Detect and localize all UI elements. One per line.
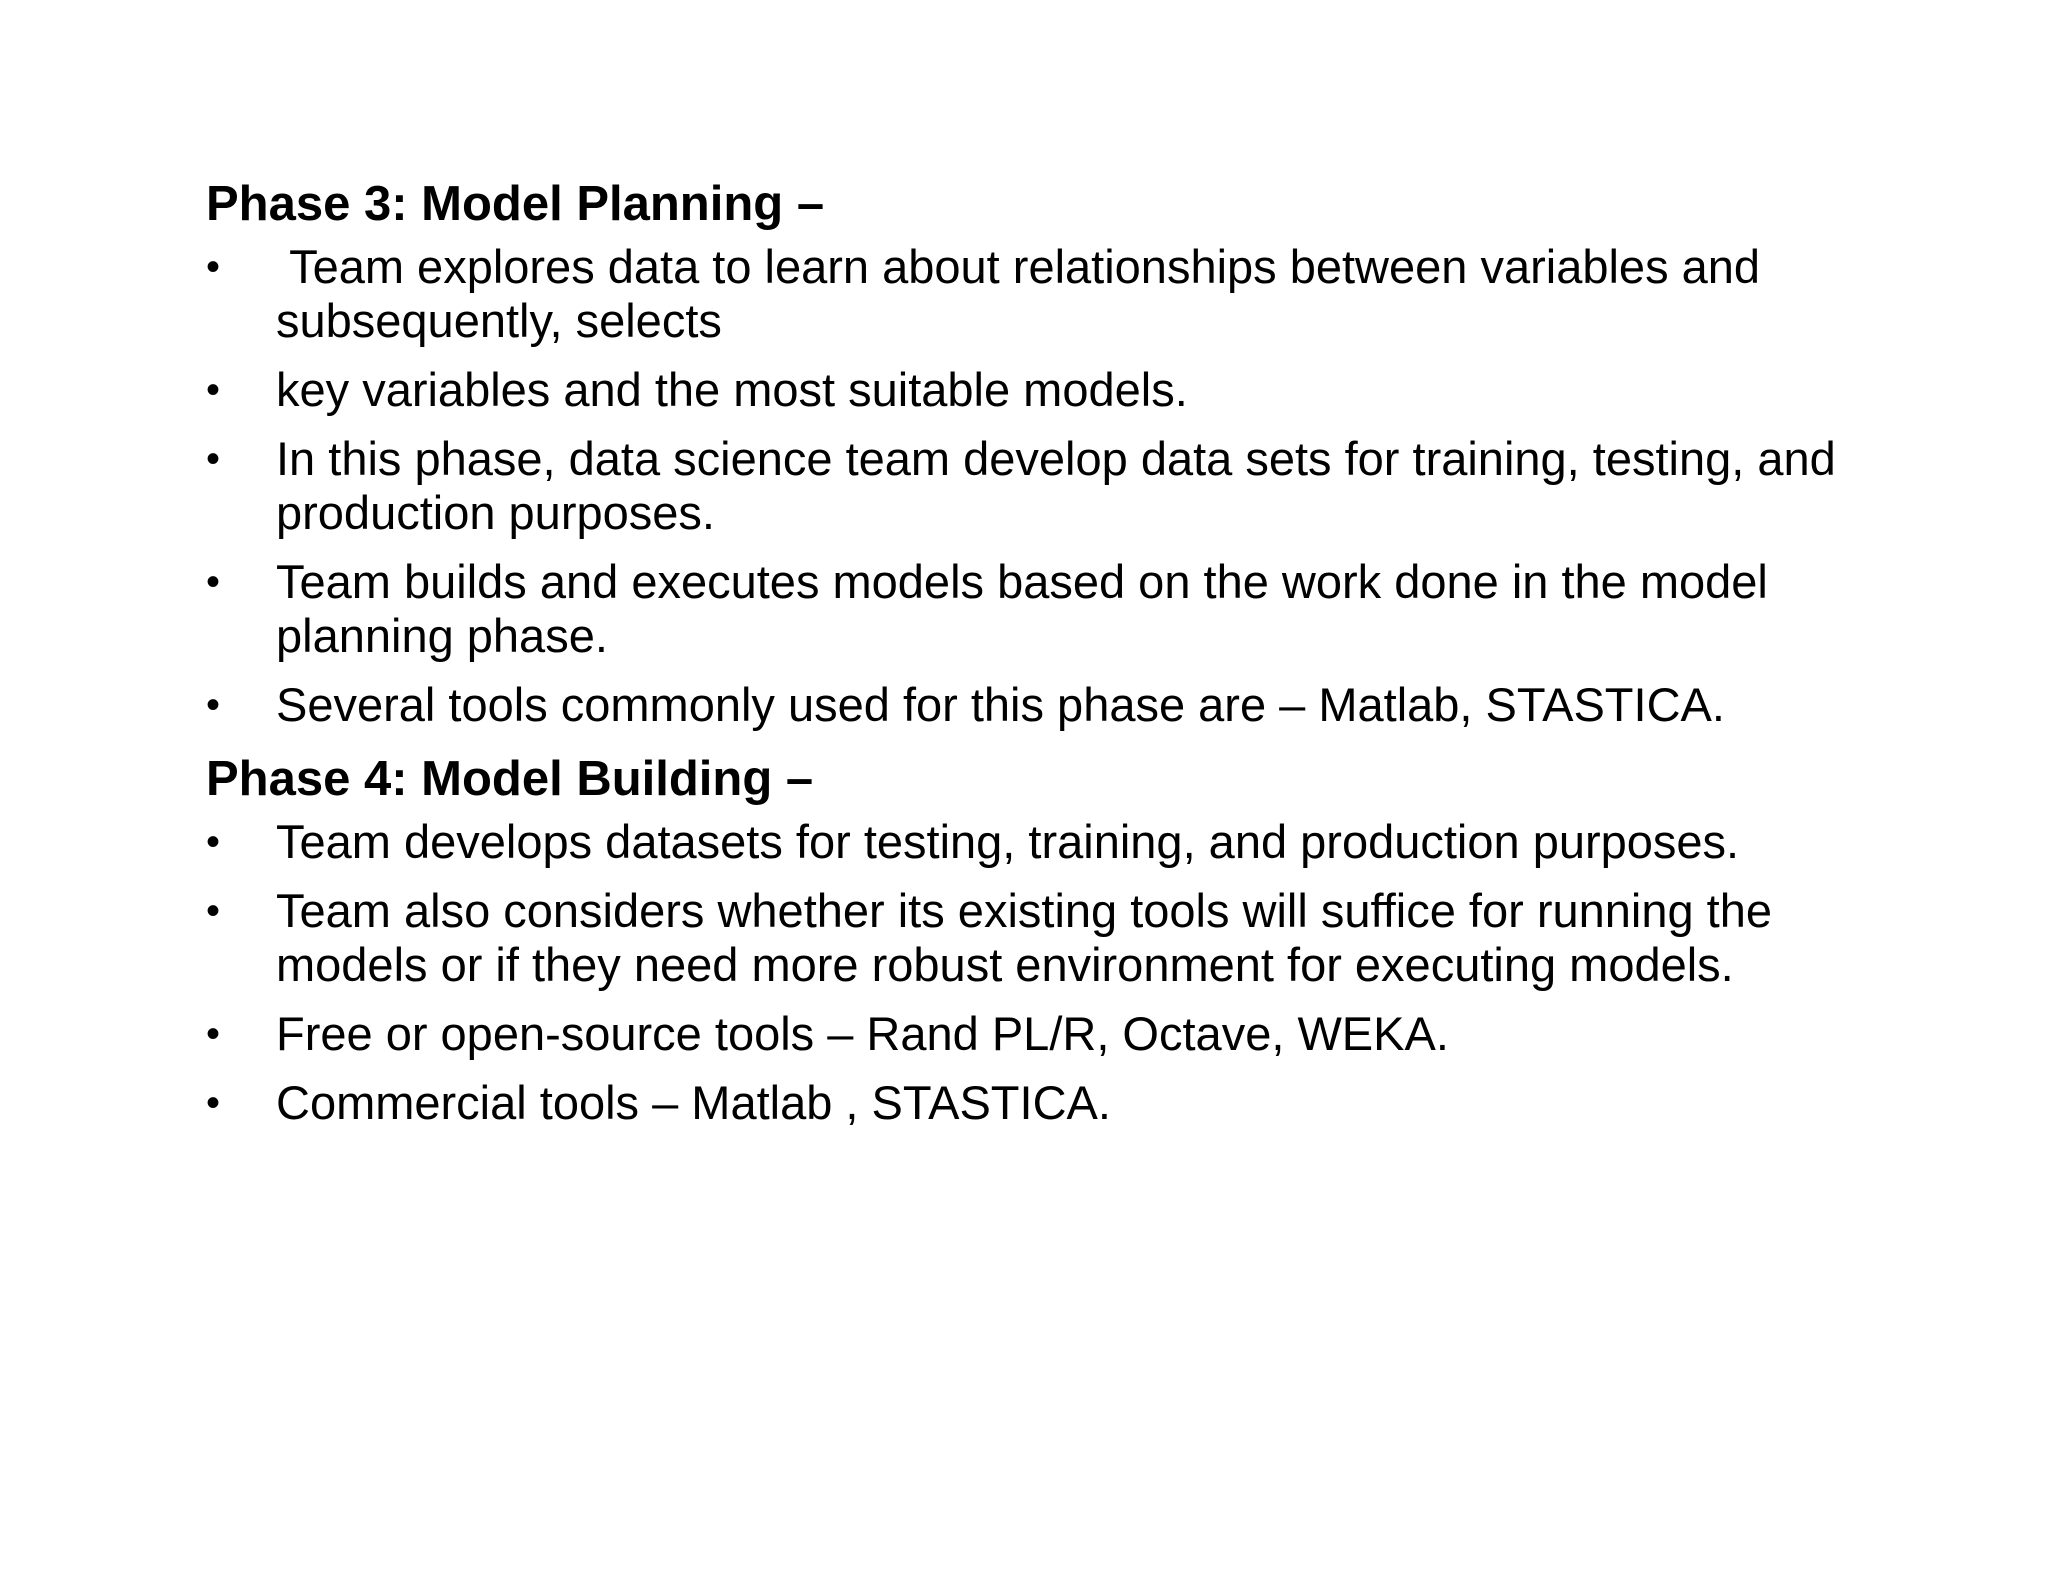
bullet-item bbox=[206, 678, 1906, 732]
bullet-text: Team also considers whether its existing tools will suffice for running the models or if they need more robust environment for executing models. bbox=[276, 884, 1786, 991]
bullet-text: Team explores data to learn about relationships between variables and subsequently, selects bbox=[276, 240, 1774, 347]
bullet-text: key variables and the most suitable models. bbox=[276, 363, 1188, 416]
bullet-glyph: • bbox=[206, 820, 221, 864]
bullet-item bbox=[206, 1076, 1906, 1130]
bullet-list bbox=[206, 815, 1906, 1130]
section-title: Phase 4: Model Building – bbox=[206, 752, 814, 806]
bullet-text: Commercial tools – Matlab , STASTICA. bbox=[276, 1076, 1111, 1129]
bullet-glyph: • bbox=[206, 245, 221, 289]
bullet-item bbox=[206, 884, 1906, 992]
bullet-item bbox=[206, 815, 1906, 869]
bullet-text: Free or open-source tools – Rand PL/R, Octave, WEKA. bbox=[276, 1007, 1449, 1060]
section-phase-3 bbox=[206, 172, 1906, 732]
bullet-text: Team builds and executes models based on the work done in the model planning phase. bbox=[276, 555, 1781, 662]
bullet-item bbox=[206, 555, 1906, 663]
bullet-glyph: • bbox=[206, 683, 221, 727]
bullet-glyph: • bbox=[206, 368, 221, 412]
slide-content bbox=[206, 172, 1906, 1145]
bullet-list bbox=[206, 240, 1906, 732]
bullet-item bbox=[206, 363, 1906, 417]
bullet-text: Several tools commonly used for this phase are – Matlab, STASTICA. bbox=[276, 678, 1725, 731]
bullet-item bbox=[206, 240, 1906, 348]
section-phase-4 bbox=[206, 747, 1906, 1130]
bullet-glyph: • bbox=[206, 889, 221, 933]
bullet-glyph: • bbox=[206, 437, 221, 481]
section-title: Phase 3: Model Planning – bbox=[206, 177, 825, 231]
bullet-glyph: • bbox=[206, 1081, 221, 1125]
bullet-item bbox=[206, 1007, 1906, 1061]
bullet-item bbox=[206, 432, 1906, 540]
bullet-text: Team develops datasets for testing, training, and production purposes. bbox=[276, 815, 1740, 868]
bullet-text: In this phase, data science team develop data sets for training, testing, and production purposes. bbox=[276, 432, 1849, 539]
bullet-glyph: • bbox=[206, 560, 221, 604]
bullet-glyph: • bbox=[206, 1012, 221, 1056]
